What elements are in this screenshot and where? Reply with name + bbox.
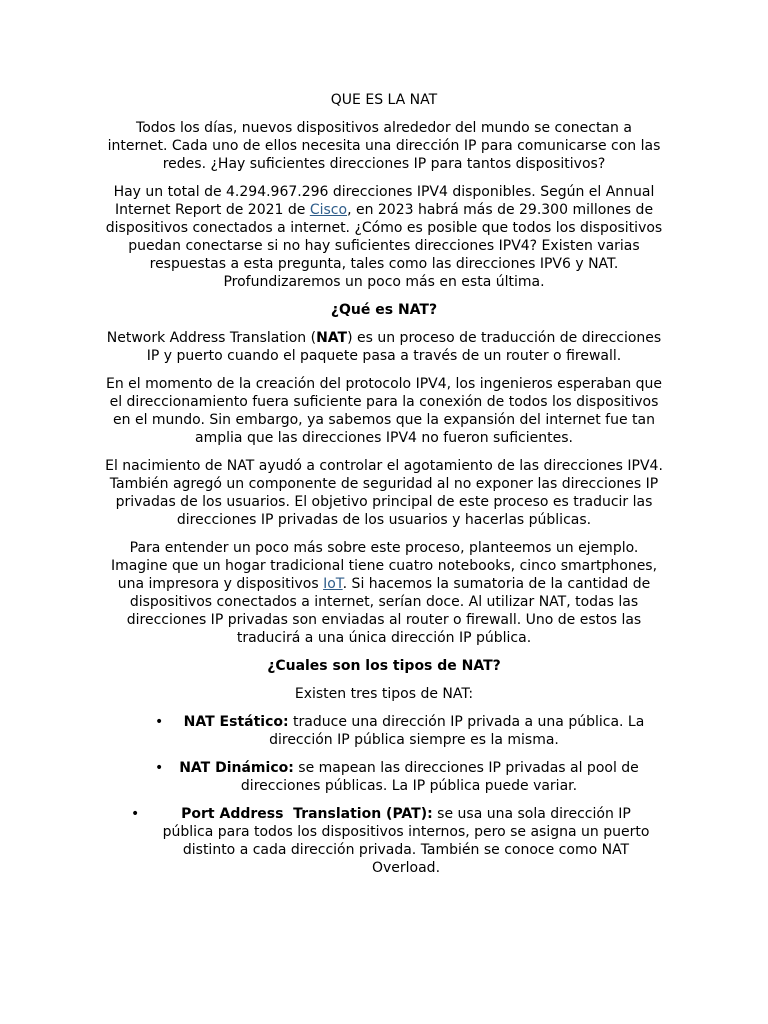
- list-item-nat-estatico: [104, 713, 664, 749]
- document-title: QUE ES LA NAT: [330, 92, 438, 108]
- list-item-term: Port Address Translation (PAT):: [181, 806, 433, 822]
- document-page: [104, 91, 664, 887]
- ipv4-text-end: , en 2023 habrá más de 29.300 millones de dispositivos conectados a internet. ¿Cómo es posible que todos los dispositivos puedan conectarse si no hay suficientes direcciones IPV4? Existen varias respuestas a esta pregunta, tales como las direcciones IPV6 y NAT. Profundizaremos un poco más en esta última.: [105, 202, 663, 290]
- heading-tipos-de-nat: ¿Cuales son los tipos de NAT?: [267, 658, 501, 674]
- nat-definition-end: ) es un proceso de traducción de direcciones IP y puerto cuando el paquete pasa a través de un router o firewall.: [146, 330, 662, 364]
- nat-definition-start: Network Address Translation (: [106, 330, 317, 346]
- list-item-text: [104, 805, 664, 877]
- nat-birth-paragraph: El nacimiento de NAT ayudó a controlar el agotamiento de las direcciones IPV4. También agregó un componente de seguridad al no exponer las direcciones IP privadas de los usuarios. El objetivo principal de este proceso es traducir las direcciones IP privadas de los usuarios y hacerlas públicas.: [105, 458, 663, 528]
- types-intro-paragraph: Existen tres tipos de NAT:: [294, 686, 474, 702]
- example-paragraph: [104, 539, 664, 647]
- list-item-term: NAT Estático:: [183, 714, 289, 730]
- bullet-marker: •: [155, 760, 164, 776]
- intro-paragraph: Todos los días, nuevos dispositivos alrededor del mundo se conectan a internet. Cada uno de ellos necesita una dirección IP para comunicarse con las redes. ¿Hay suficientes direcciones IP para tantos dispositivos?: [107, 120, 661, 172]
- ipv4-history-paragraph: En el momento de la creación del protocolo IPV4, los ingenieros esperaban que el direccionamiento fuera suficiente para la conexión de todos los dispositivos en el mundo. Sin embargo, ya sabemos que la expansión del internet fue tan amplia que las direcciones IPV4 no fueron suficientes.: [105, 376, 663, 446]
- heading-que-es-nat: ¿Qué es NAT?: [330, 302, 438, 318]
- list-item-desc: se mapean las direcciones IP privadas al pool de direcciones públicas. La IP pública puede variar.: [240, 760, 639, 794]
- list-item-desc: traduce una dirección IP privada a una pública. La dirección IP pública siempre es la misma.: [269, 714, 645, 748]
- bullet-marker: •: [155, 714, 164, 730]
- list-item-nat-dinamico: [104, 759, 664, 795]
- ipv4-paragraph: [104, 183, 664, 291]
- nat-types-list: [104, 713, 664, 877]
- list-item-pat: [104, 805, 664, 877]
- bullet-marker: •: [131, 806, 140, 822]
- example-text-end: . Si hacemos la sumatoria de la cantidad de dispositivos conectados a internet, serían doce. Al utilizar NAT, todas las direcciones IP privadas son enviadas al router o firewall. Uno de estos las traducirá a una única dirección IP pública.: [126, 576, 651, 646]
- list-item-text: [104, 759, 664, 795]
- nat-definition-paragraph: [104, 329, 664, 365]
- list-item-term: NAT Dinámico:: [179, 760, 294, 776]
- nat-bold-term: NAT: [316, 330, 348, 346]
- cisco-link[interactable]: Cisco: [309, 202, 348, 218]
- iot-link[interactable]: IoT: [323, 576, 343, 592]
- example-text-start: Para entender un poco más sobre este proceso, planteemos un ejemplo. Imagine que un hogar tradicional tiene cuatro notebooks, cinco smartphones, una impresora y dispositivos: [110, 540, 658, 592]
- ipv4-text-start: Hay un total de 4.294.967.296 direcciones IPV4 disponibles. Según el Annual Internet Report de 2021 de: [113, 184, 655, 218]
- list-item-desc: se usa una sola dirección IP pública para todos los dispositivos internos, pero se asigna un puerto distinto a cada dirección privada. También se conoce como NAT Overload.: [162, 806, 650, 876]
- list-item-text: [104, 713, 664, 749]
